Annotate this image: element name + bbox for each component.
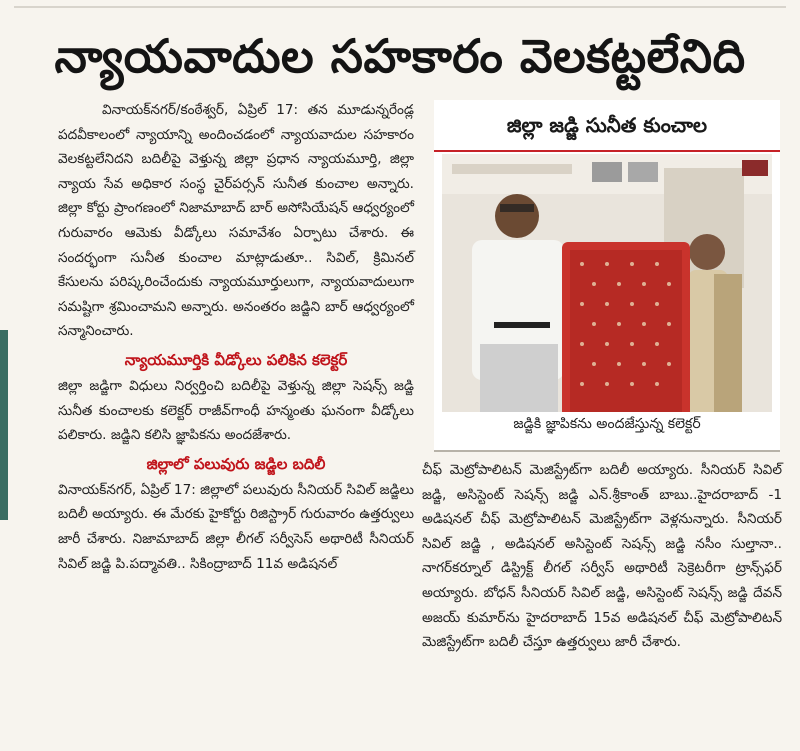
subhead-collector-farewell: న్యాయమూర్తికి వీడ్కోలు పలికిన కలెక్టర్ — [124, 350, 348, 369]
subhead-judges-transfer: జిల్లాలో పలువురు జడ్జిల బదిలీ — [146, 454, 326, 473]
photo-box — [434, 100, 780, 452]
top-rule — [14, 6, 786, 8]
side-strip — [0, 330, 8, 520]
photo-title: జిల్లా జడ్జి సునీత కుంచాల — [434, 100, 780, 152]
photo-caption: జడ్జికి జ్ఞాపికను అందజేస్తున్న కలెక్టర్ — [434, 412, 780, 435]
left-column — [58, 98, 414, 576]
transfer-paragraph: వినాయక్‌నగర్, ఏప్రిల్ 17: జిల్లాలో పలువురు సీనియర్ సివిల్ జడ్జిలు బదిలీ అయ్యారు. ఈ మేరకు హైకోర్టు రిజిస్ట్రార్ గురువారం ఉత్తర్వులు జారీ చేశారు. నిజామాబాద్ జిల్లా లీగల్ సర్వీసెస్ అథారిటీ సీనియర్ సివిల్ జడ్జి పి.పద్మావతి.. సికింద్రాబాద్ 11వ అడిషనల్ — [58, 481, 414, 572]
transfer-paragraph-continued: చీఫ్ మెట్రోపాలిటన్ మెజిస్ట్రేట్‌గా బదిలీ అయ్యారు. సీనియర్ సివిల్ జడ్జి, అసిస్టెంట్ సెషన్స్ జడ్జి ఎన్.శ్రీకాంత్ బాబు..హైదరాబాద్ -1 అడిషనల్ చీఫ్ మెట్రోపాలిటన్ మెజిస్ట్రేట్‌గా వెళ్లనున్నారు. సీనియర్ సివిల్ జడ్జి , అడిషనల్ అసిస్టెంట్ సెషన్స్ జడ్జి నసీం సుల్తానా.. నాగర్‌కర్నూల్ డిస్ట్రిక్ట్ లీగల్ సర్వీస్ అథారిటీ సెక్రెటరీగా ట్రాన్స్‌ఫర్ అయ్యారు. బోధన్ సీనియర్ సివిల్ జడ్జి, అసిస్టెంట్ సెషన్స్ జడ్జి దేవన్ అజయ్ కుమార్‌ను హైదరాబాద్ 15వ అడిషనల్ చీఫ్ మెట్రోపాలిటన్ మెజిస్ట్రేట్‌గా బదిలీ చేస్తూ ఉత్తర్వులు జారీ చేశారు. — [422, 462, 782, 651]
intro-paragraph: వినాయక్‌నగర్/కంఠేశ్వర్, ఏప్రిల్ 17: తన మూడున్నరేండ్ల పదవీకాలంలో న్యాయాన్ని అందించడంలో న్యాయవాదుల సహకారం వెలకట్టలేనిదని బదిలీపై వెళ్తున్న జిల్లా ప్రధాన న్యాయమూర్తి, జిల్లా న్యాయ సేవ అధికార సంస్థ చైర్‌పర్సన్ సునీత కుంచాల అన్నారు. జిల్లా కోర్టు ప్రాంగణంలో నిజామాబాద్ బార్ అసోసియేషన్ ఆధ్వర్యంలో గురువారం ఆమెకు వీడ్కోలు సమావేశం ఏర్పాటు చేశారు. ఈ సందర్భంగా సునీత కుంచాల మాట్లాడుతూ.. సివిల్, క్రిమినల్ కేసులను పరిష్కరించేందుకు న్యాయమూర్తులుగా, న్యాయవాదులుగా సమష్టిగా శ్రమించామని అన్నారు. అనంతరం జడ్జిని బార్ ఆధ్వర్యంలో సన్మానించారు. — [58, 102, 414, 340]
news-photo — [442, 154, 772, 424]
right-column — [422, 458, 782, 655]
photo-illustration — [442, 154, 772, 424]
headline: న్యాయవాదుల సహకారం వెలకట్టలేనిది — [54, 29, 746, 83]
collector-paragraph: జిల్లా జడ్జిగా విధులు నిర్వర్తించి బదిలీపై వెళ్తున్న జిల్లా సెషన్స్ జడ్జి సునీత కుంచాలకు కలెక్టర్ రాజీవ్‌గాంధీ హన్మంతు ఘనంగా వీడ్కోలు పలికారు. జడ్జిని కలిసి జ్ఞాపికను అందజేశారు. — [58, 377, 414, 444]
